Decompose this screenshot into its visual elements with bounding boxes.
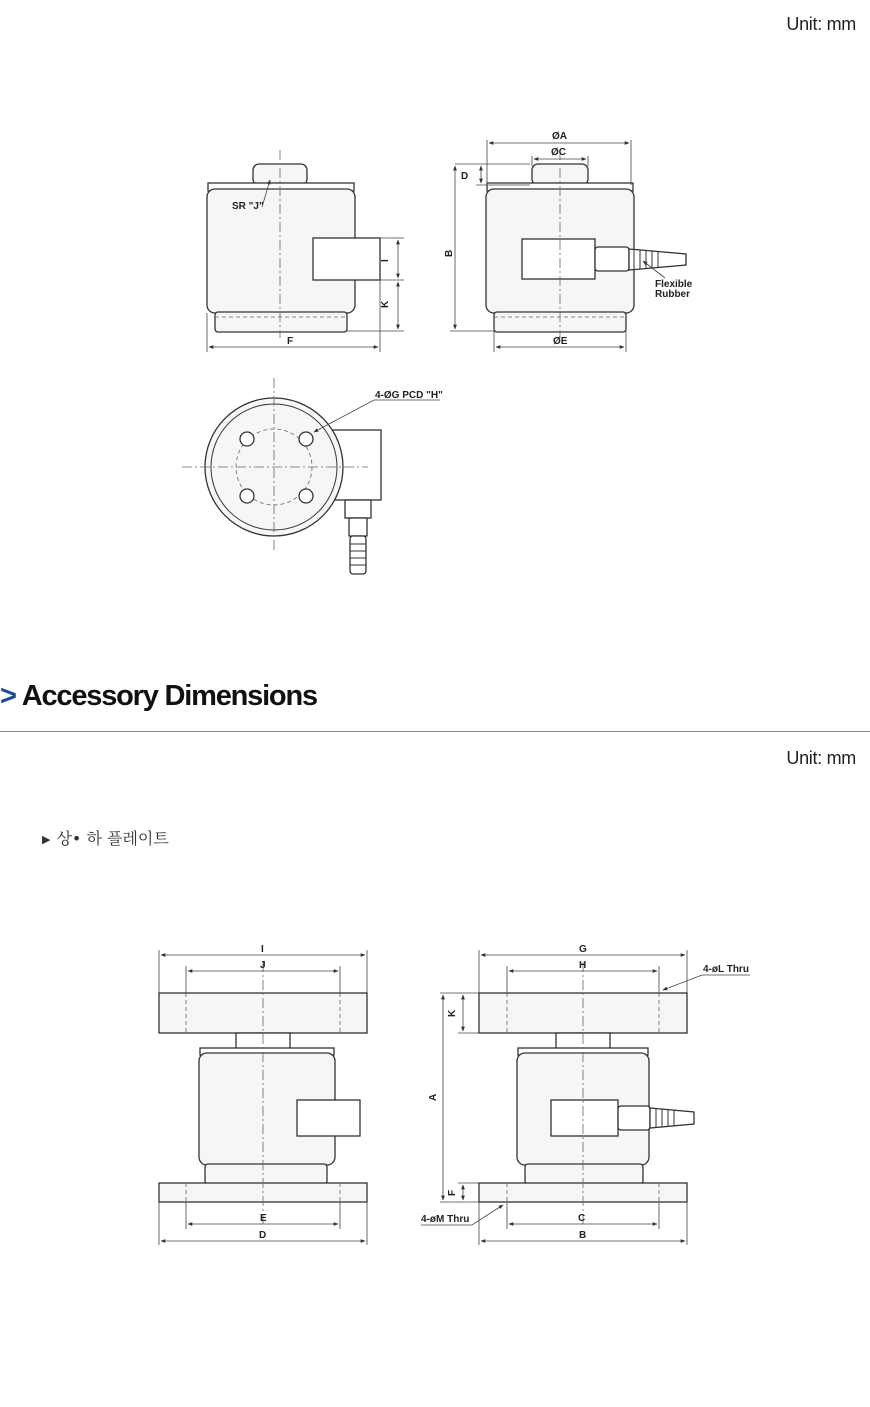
label-acc-h: H xyxy=(579,960,587,971)
section-title-text: Accessory Dimensions xyxy=(21,680,317,712)
label-acc-d: D xyxy=(259,1230,267,1241)
label-k: K xyxy=(380,300,391,308)
plate-caption-text: 상• 하 플레이트 xyxy=(56,829,169,848)
accessory-side-view xyxy=(421,944,750,1245)
label-acc-c: C xyxy=(578,1213,586,1224)
label-pcd: 4-ØG PCD "H" xyxy=(375,390,443,401)
label-acc-a: A xyxy=(428,1093,439,1101)
label-rubber: Rubber xyxy=(655,289,690,300)
label-acc-f: F xyxy=(447,1189,458,1196)
label-acc-l-thru: 4-øL Thru xyxy=(703,964,749,975)
label-d: D xyxy=(461,171,469,182)
loadcell-front-view xyxy=(207,150,404,352)
accessory-front-view xyxy=(159,944,367,1245)
label-flexible: Flexible xyxy=(655,279,693,290)
label-acc-k: K xyxy=(447,1009,458,1017)
label-sr-j: SR "J" xyxy=(232,201,264,212)
label-acc-j: J xyxy=(260,960,266,971)
loadcell-side-view xyxy=(444,131,693,352)
label-f: F xyxy=(287,336,294,347)
label-oa: ØA xyxy=(552,131,567,142)
label-b: B xyxy=(444,249,455,257)
label-oe: ØE xyxy=(553,336,568,347)
section-title xyxy=(0,680,317,713)
loadcell-top-view xyxy=(182,378,443,574)
unit-label-bottom: Unit: mm xyxy=(786,748,856,768)
section-divider xyxy=(0,731,870,732)
label-i: I xyxy=(380,259,391,262)
label-acc-g: G xyxy=(579,944,587,955)
label-oc: ØC xyxy=(551,147,566,158)
triangle-right-icon: ▶ xyxy=(42,833,51,846)
label-acc-m-thru: 4-øM Thru xyxy=(421,1214,470,1225)
chevron-right-icon: > xyxy=(0,680,16,712)
plate-caption xyxy=(42,826,169,849)
unit-label-top: Unit: mm xyxy=(786,14,856,34)
label-acc-e: E xyxy=(260,1213,267,1224)
label-acc-i: I xyxy=(261,944,264,955)
label-acc-b: B xyxy=(579,1230,587,1241)
